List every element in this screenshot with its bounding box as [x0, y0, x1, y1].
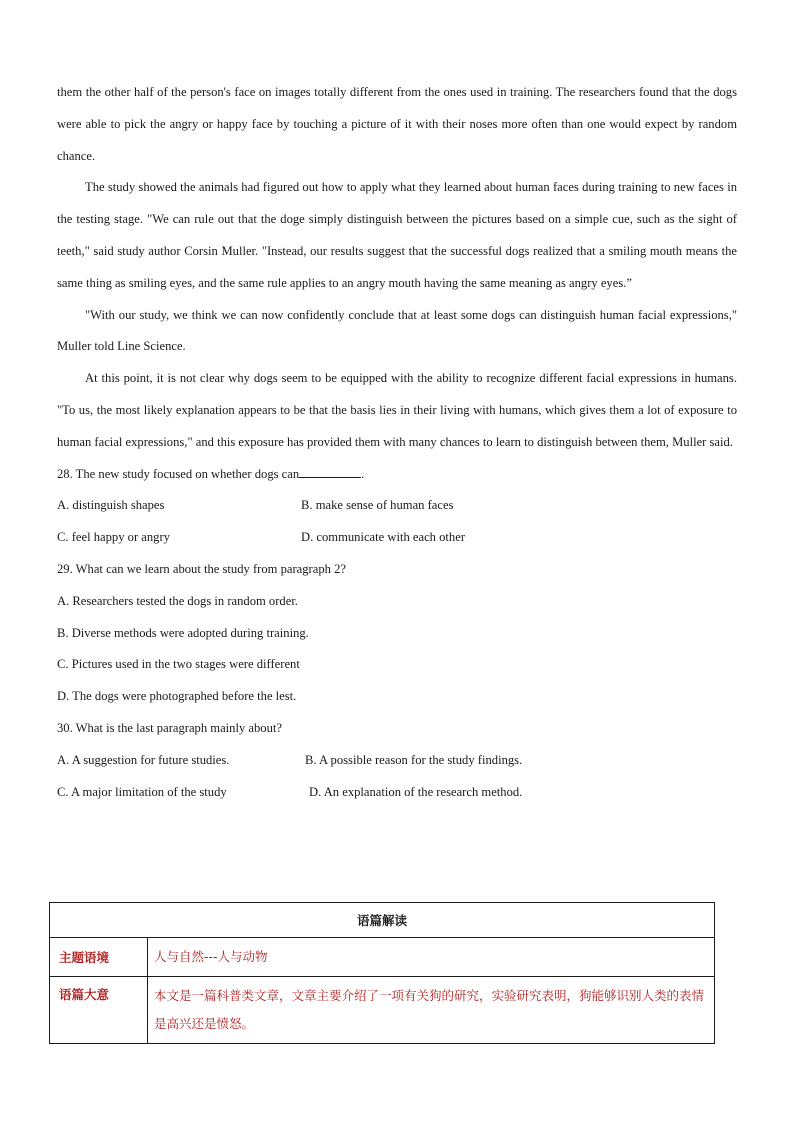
passage-paragraph-continued: them the other half of the person's face on images totally different from the ones used in training. The researchers found that the dogs were able to pick the angry or happy face by touching a picture of it with their noses more often than one would expect by random chance. [57, 85, 737, 163]
main-idea-label: 语篇大意 [50, 977, 148, 1044]
option-d: D. communicate with each other [301, 530, 466, 545]
option-c: C. A major limitation of the study [57, 784, 227, 799]
option-a: A. Researchers tested the dogs in random order. [57, 593, 298, 608]
main-idea-value: 本文是一篇科普类文章，文章主要介绍了一项有关狗的研究，实验研究表明，狗能够识别人类的表情是高兴还是愤怒。 [148, 977, 715, 1044]
passage-paragraph: The study showed the animals had figured out how to apply what they learned about human faces during training to new faces in the testing stage. "We can rule out that the doge simply distinguish between the pictures based on a simple cue, such as the sight of teeth," said study author Corsin Muller. "Instead, our results suggest that the successful dogs realized that a smiling mouth means the same thing as smiling eyes, and the same rule applies to an angry mouth having the same meaning as angry eyes.” [57, 180, 737, 290]
option-d: D. An explanation of the research method. [309, 784, 523, 799]
option-b: B. Diverse methods were adopted during training. [57, 625, 309, 640]
option-a: A. A suggestion for future studies. [57, 752, 230, 767]
document-body [57, 77, 737, 808]
question-28-stem: 28. The new study focused on whether dogs can [57, 466, 300, 481]
option-c: C. feel happy or angry [57, 530, 170, 545]
question-28 [57, 459, 737, 491]
answer-blank [299, 465, 361, 478]
question-30-options-row-1 [57, 745, 737, 777]
option-b: B. make sense of human faces [301, 498, 454, 513]
option-a: A. distinguish shapes [57, 498, 165, 513]
theme-context-label: 主题语境 [50, 938, 148, 977]
option-b: B. A possible reason for the study findings. [305, 752, 523, 767]
passage-paragraph: At this point, it is not clear why dogs seem to be equipped with the ability to recognize different facial expressions in humans. "To us, the most likely explanation appears to be that the basis lies in their living with humans, which gives them a lot of exposure to human facial expressions," and this exposure has provided them with many chances to learn to distinguish between them, Muller said. [57, 371, 737, 449]
option-c: C. Pictures used in the two stages were different [57, 657, 300, 672]
question-28-options-row-1 [57, 490, 737, 522]
theme-context-value: 人与自然---人与动物 [148, 938, 715, 977]
analysis-table-header: 语篇解读 [50, 903, 715, 938]
question-30: 30. What is the last paragraph mainly about? [57, 720, 282, 735]
passage-analysis-table [49, 902, 715, 1044]
question-28-options-row-2 [57, 522, 737, 554]
question-30-options-row-2 [57, 777, 737, 809]
question-29: 29. What can we learn about the study from paragraph 2? [57, 561, 346, 576]
passage-paragraph: "With our study, we think we can now confidently conclude that at least some dogs can distinguish human facial expressions," Muller told Line Science. [57, 307, 737, 354]
option-d: D. The dogs were photographed before the lest. [57, 689, 297, 704]
question-28-stem-end: . [361, 466, 365, 481]
